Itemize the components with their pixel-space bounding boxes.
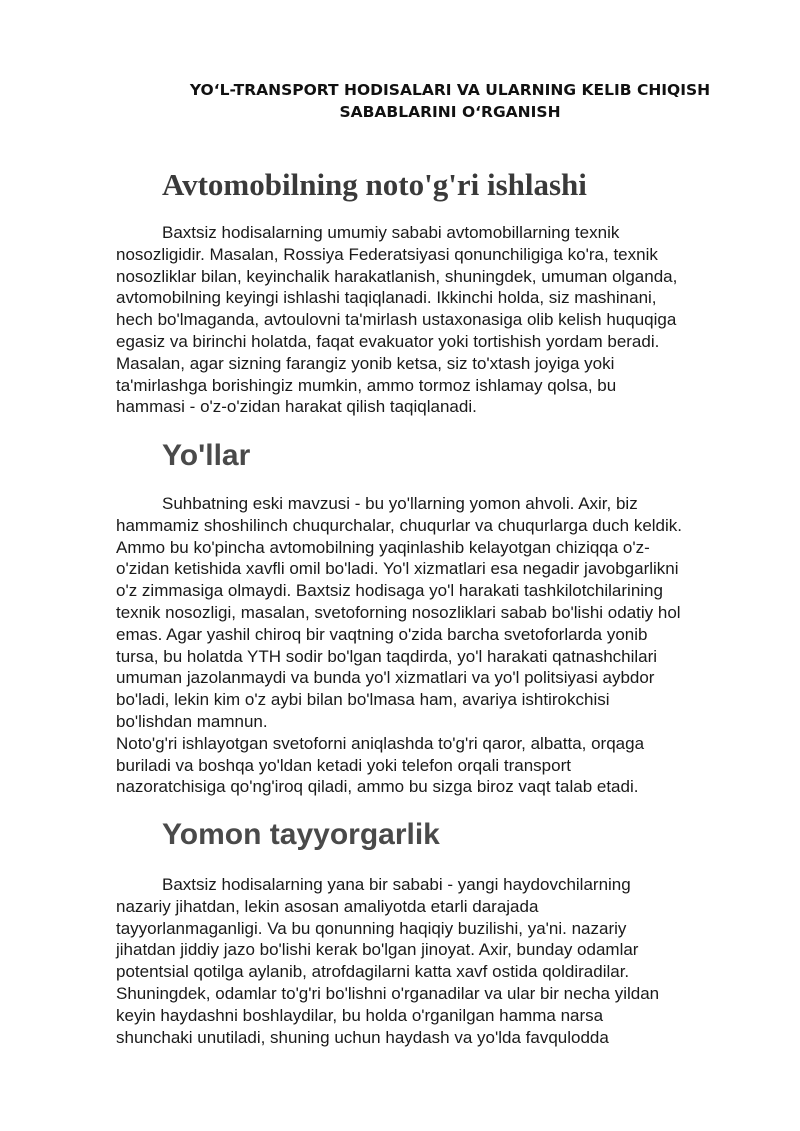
text-line: potentsial qotilga aylanib, atrofdagilarni katta xavf ostida qoldiradilar. [116, 962, 630, 982]
text-line: nosozligidir. Masalan, Rossiya Federatsiyasi qonunchiligiga ko'ra, texnik [116, 244, 658, 264]
text-line: Suhbatning eski mavzusi - bu yo'llarning yomon ahvoli. Axir, biz [162, 494, 638, 513]
text-line: nazariy jihatdan, lekin asosan amaliyotda etarli darajada [116, 896, 539, 916]
text-line: Shuningdek, odamlar to'g'ri bo'lishni o'rganadilar va ular bir necha yildan [116, 983, 660, 1003]
text-line: ta'mirlashga borishingiz mumkin, ammo tormoz ishlamay qolsa, bu [116, 375, 617, 395]
text-line: tursa, bu holatda YTH sodir bo'lgan taqdirda, yo'l harakati qatnashchilari [116, 646, 658, 666]
section-paragraph [116, 222, 756, 418]
section-paragraph [116, 874, 756, 1048]
text-line: tayyorlanmaganligi. Va bu qonunning haqiqiy buzilishi, ya'ni. nazariy [116, 918, 627, 938]
text-line: buriladi va boshqa yo'ldan ketadi yoki telefon orqali transport [116, 755, 571, 775]
text-line: keyin haydashni boshlaydilar, bu holda o'rganilgan hamma narsa [116, 1005, 604, 1025]
text-line: shunchaki unutiladi, shuning uchun haydash va yo'lda favqulodda [116, 1027, 609, 1047]
text-line: avtomobilning keyingi ishlashi taqiqlanadi. Ikkinchi holda, siz mashinani, [116, 288, 657, 308]
document-title-line-2: SABABLARINI O‘RGANISH [339, 103, 561, 121]
document-title [140, 79, 760, 123]
text-line: hammamiz shoshilinch chuqurchalar, chuqurlar va chuqurlarga duch keldik. [116, 515, 683, 535]
text-line: egasiz va birinchi holatda, faqat evakuator yoki tortishish yordam beradi. [116, 331, 660, 351]
text-line: jihatdan jiddiy jazo bo'lishi kerak bo'lgan jinoyat. Axir, bunday odamlar [116, 940, 639, 960]
text-line: bo'lishdan mamnun. [116, 711, 268, 731]
text-line: nazoratchisiga qo'ng'iroq qiladi, ammo bu sizga biroz vaqt talab etadi. [116, 777, 639, 797]
text-line: Ammo bu ko'pincha avtomobilning yaqinlashib kelayotgan chiziqqa o'z- [116, 537, 650, 557]
text-line: hammasi - o'z-o'zidan harakat qilish taqiqlanadi. [116, 397, 477, 417]
text-line: o'zidan ketishida xavfli omil bo'ladi. Yo'l xizmatlari esa negadir javobgarlikni [116, 559, 679, 579]
text-line: texnik nosozligi, masalan, svetoforning nosozliklari sabab bo'lishi odatiy hol [116, 602, 681, 622]
text-line: emas. Agar yashil chiroq bir vaqtning o'zida barcha svetoforlarda yonib [116, 624, 648, 644]
text-line: nosozliklar bilan, keyinchalik harakatlanish, shuningdek, umuman olganda, [116, 266, 678, 286]
text-line: hech bo'lmaganda, avtoulovni ta'mirlash ustaxonasiga olib kelish huquqiga [116, 310, 677, 330]
section-heading-malfunction: Avtomobilning noto'g'ri ishlashi [162, 167, 587, 202]
text-line: o'z zimmasiga olmaydi. Baxtsiz hodisaga yo'l harakati tashkilotchilarining [116, 581, 663, 601]
text-line: bo'ladi, lekin kim o'z aybi bilan bo'lmasa ham, avariya ishtirokchisi [116, 690, 610, 710]
text-line: Masalan, agar sizning farangiz yonib ketsa, siz to'xtash joyiga yoki [116, 353, 615, 373]
section-heading-roads: Yo'llar [162, 439, 251, 472]
section-paragraph [116, 493, 756, 798]
section-heading-poor-training: Yomon tayyorgarlik [162, 818, 440, 851]
text-line: Noto'g'ri ishlayotgan svetoforni aniqlashda to'g'ri qaror, albatta, orqaga [116, 733, 645, 753]
text-line: umuman jazolanmaydi va bunda yo'l xizmatlari va yo'l politsiyasi aybdor [116, 668, 655, 688]
document-title-line-1: YO‘L-TRANSPORT HODISALARI VA ULARNING KELIB CHIQISH [189, 81, 711, 99]
text-line: Baxtsiz hodisalarning umumiy sababi avtomobillarning texnik [162, 223, 620, 242]
text-line: Baxtsiz hodisalarning yana bir sababi - yangi haydovchilarning [162, 875, 631, 894]
